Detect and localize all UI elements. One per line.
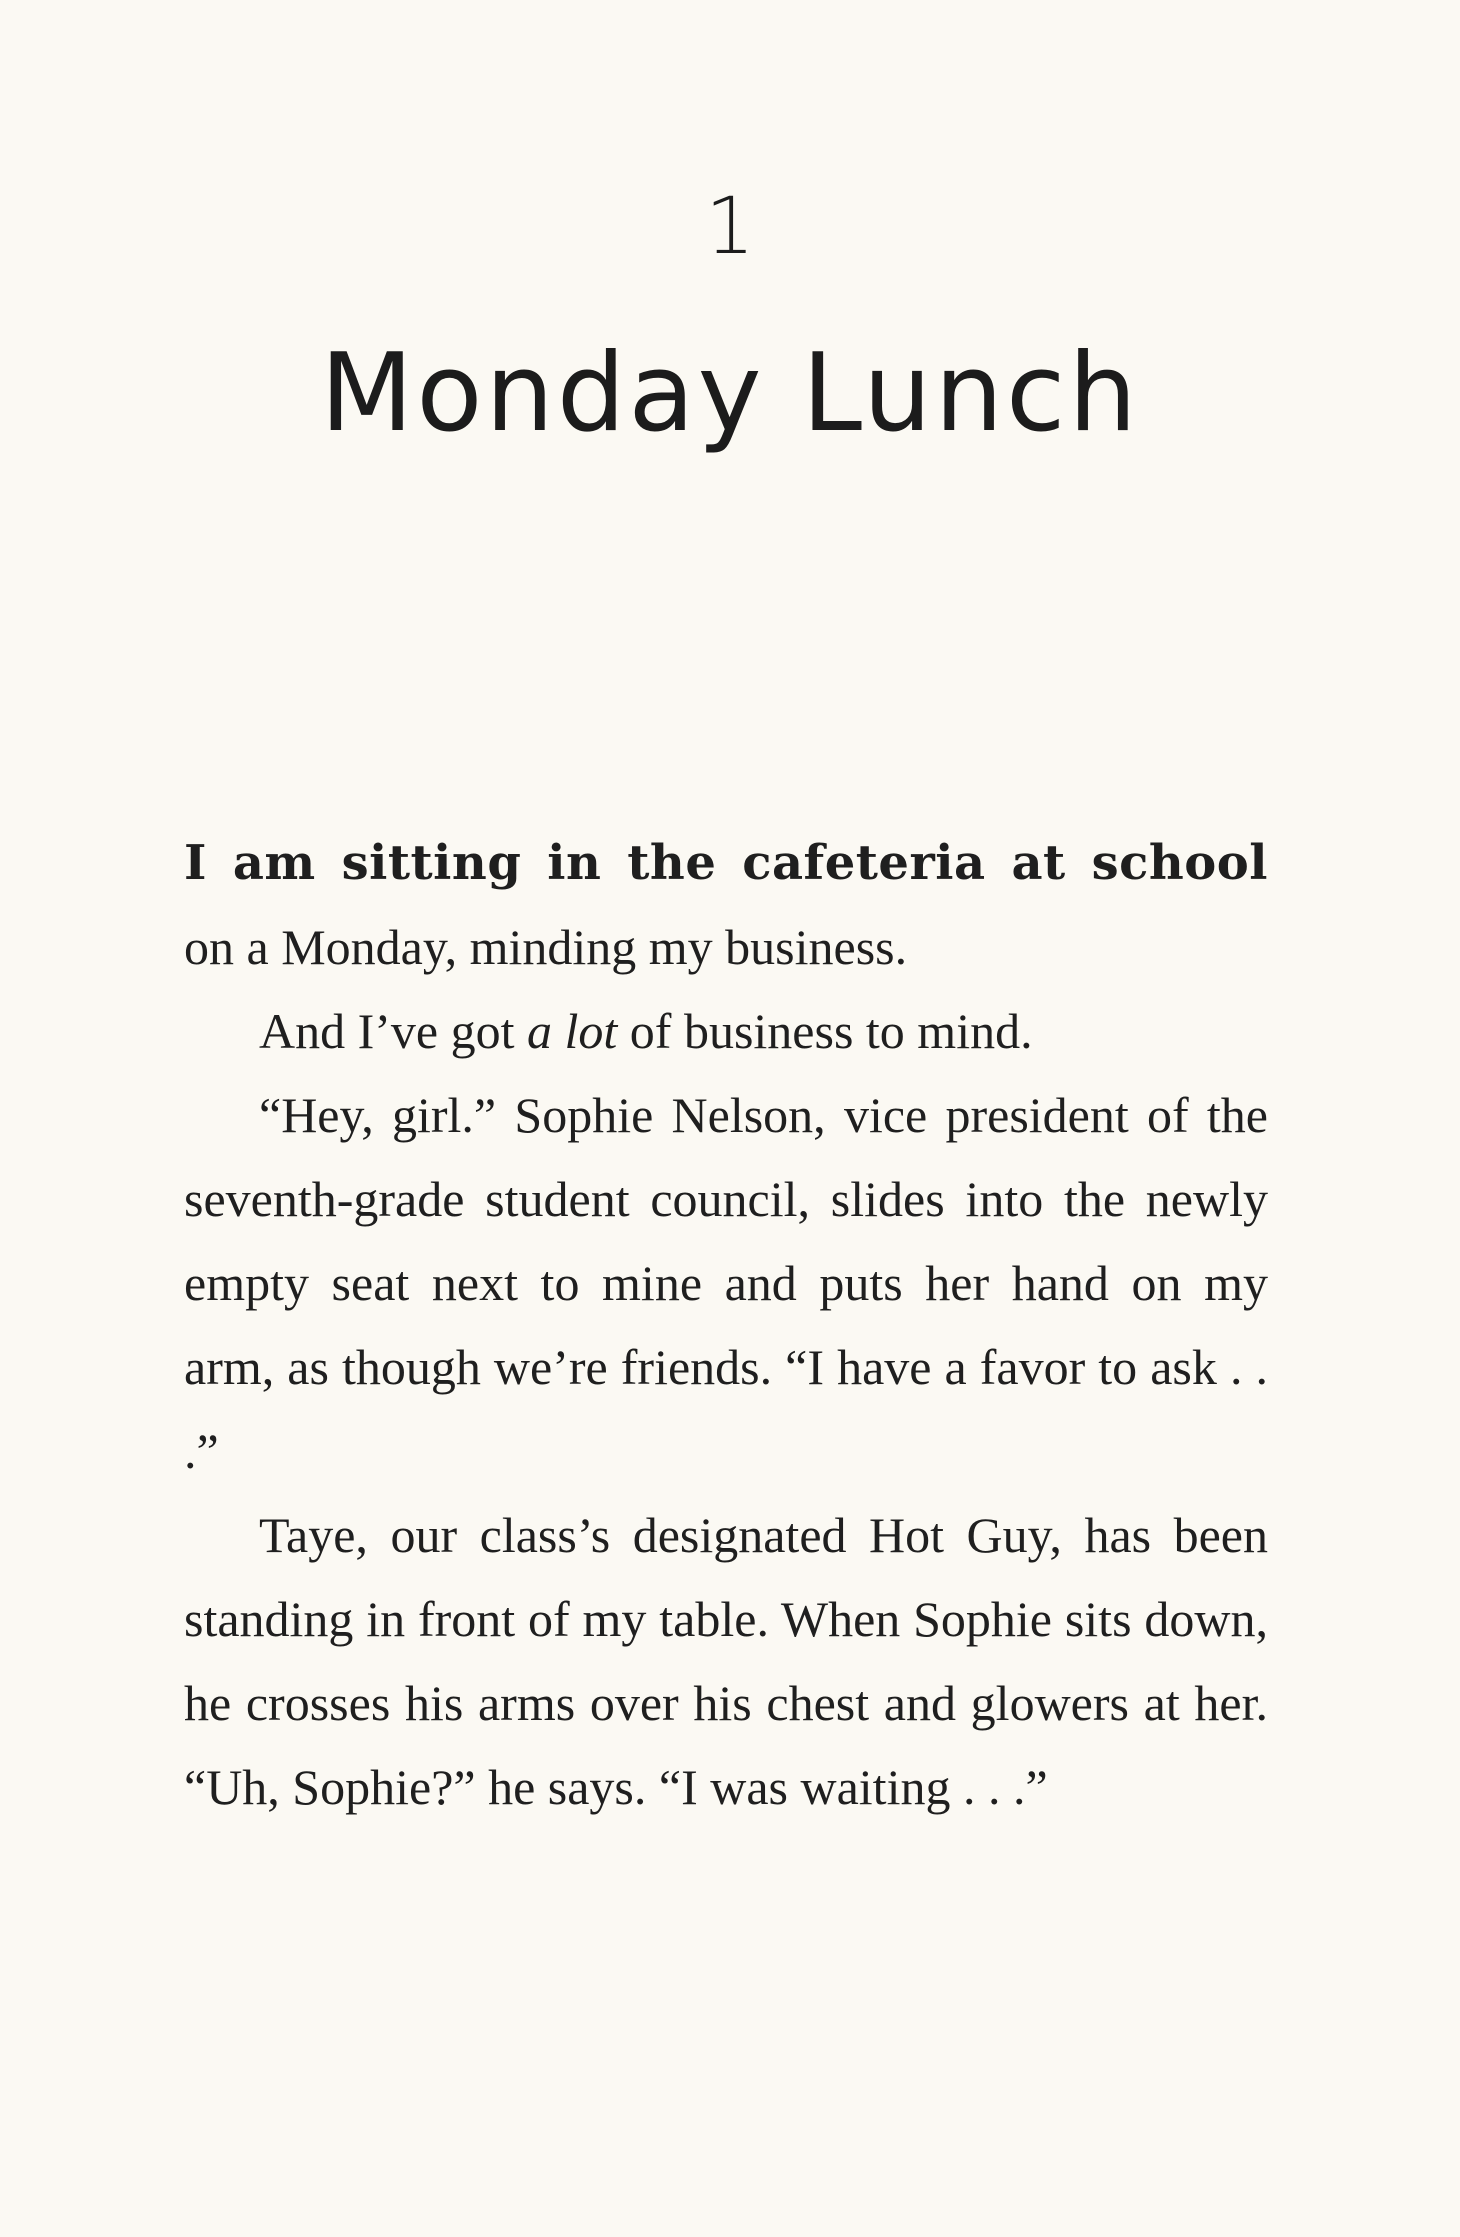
paragraph-3: “Hey, girl.” Sophie Nelson, vice president of the seventh-grade student council, slides into the newly empty seat next to mine and puts her hand on my arm, as though we’re friends. “I have a favor to ask . . .” [184,1087,1268,1479]
body-text [184,820,1268,1829]
chapter-number: 1 [705,182,755,272]
paragraph-2 [184,989,1268,1073]
paragraph-1-text: on a Monday, minding my business. [184,919,908,975]
paragraph-2-after: of business to mind. [617,1003,1033,1059]
paragraph-2-before: And I’ve got [259,1003,527,1059]
paragraph-2-emphasis: a lot [527,1003,618,1059]
chapter-title: Monday Lunch [320,331,1140,456]
paragraph-lead-in: I am sitting in the cafeteria at school [184,835,1268,891]
paragraph-1 [184,820,1268,989]
paragraph-4: Taye, our class’s designated Hot Guy, has been standing in front of my table. When Sophie sits down, he crosses his arms over his chest and glowers at her. “Uh, Sophie?” he says. “I was waiting . . .” [184,1507,1268,1815]
